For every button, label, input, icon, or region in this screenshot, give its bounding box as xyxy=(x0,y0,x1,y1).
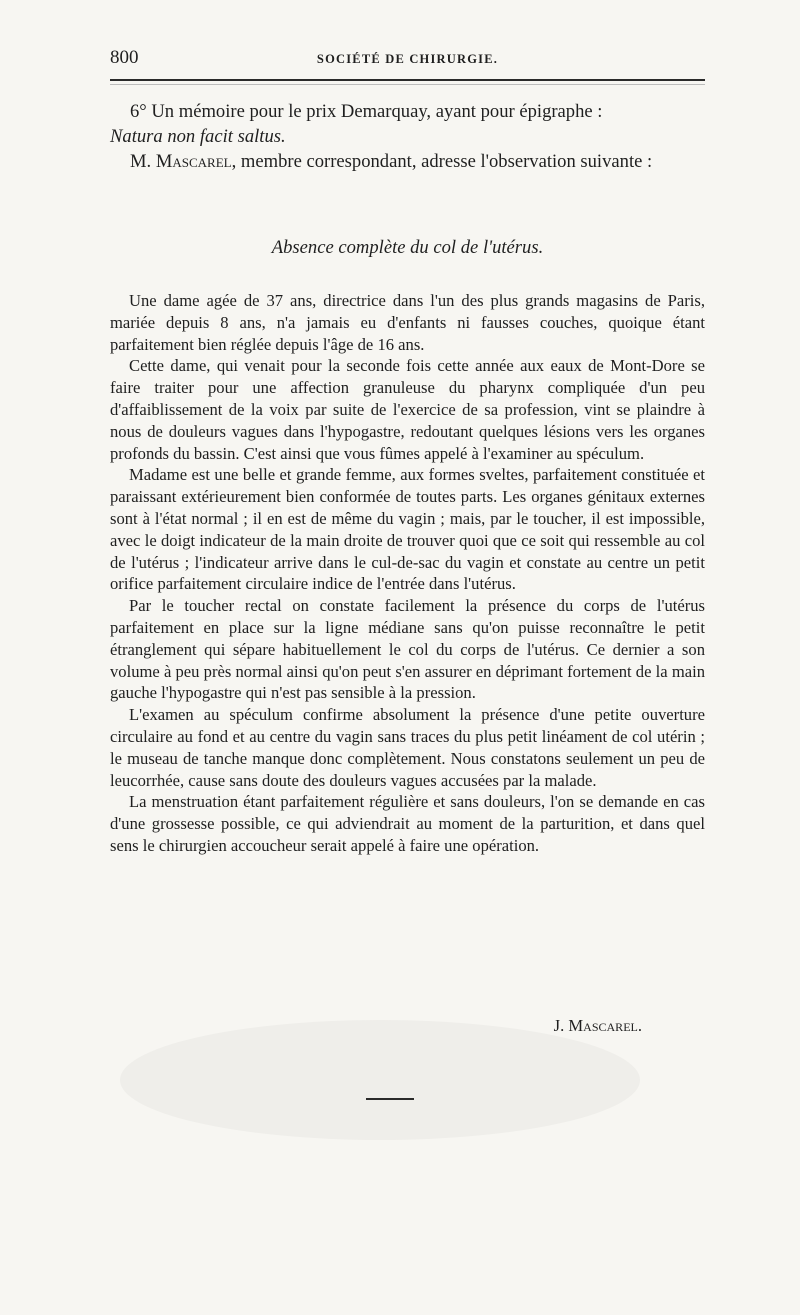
bleed-through-area xyxy=(120,1020,640,1140)
paragraph: Cette dame, qui venait pour la seconde fois cette année aux eaux de Mont-Dore se faire traiter pour une affection granuleuse du pharynx compliquée d'un peu d'affaiblissement de la voix par suite de l'exercice de sa profession, vint se plaindre à nous de douleurs vagues dans l'hypogastre, redoutant quelques lésions vers les organes profonds du bassin. C'est ainsi que vous fûmes appelé à l'examiner au spéculum. xyxy=(110,356,705,463)
paragraph: Madame est une belle et grande femme, aux formes sveltes, parfaitement constituée et paraissant extérieurement bien conformée de toutes parts. Les organes génitaux externes sont à l'état normal ; il en est de même du vagin ; mais, par le toucher, il est impossible, avec le doigt indicateur de la main droite de trouver quoi que ce soit qui ressemble au col de l'utérus ; l'indicateur arrive dans le cul-de-sac du vagin et constate au centre un petit orifice parfaitement circulaire indice de l'entrée dans l'utérus. xyxy=(110,465,705,594)
mention-title: M. xyxy=(130,151,152,172)
prize-item-text: 6° Un mémoire pour le prix Demarquay, ayant pour épigraphe : xyxy=(130,101,603,122)
header-rule-thin xyxy=(110,84,705,85)
running-head xyxy=(110,46,705,72)
mention-text: membre correspondant, adresse l'observation suivante : xyxy=(240,151,653,172)
article-title: Absence complète du col de l'utérus. xyxy=(271,237,544,258)
correspondent-mention xyxy=(110,149,705,174)
signature-name: Mascarel. xyxy=(568,1016,642,1035)
article-body xyxy=(110,290,705,857)
header-rule xyxy=(110,79,705,81)
end-rule xyxy=(366,1098,414,1100)
epigraph: Natura non facit saltus. xyxy=(110,126,286,147)
paragraph: L'examen au spéculum confirme absolument la présence d'une petite ouverture circulaire au fond et au centre du vagin sans traces du plus petit linéament de col utérin ; le museau de tanche manque donc complètement. Nous constatons seulement un peu de leucorrhée, cause sans doute des douleurs vagues accusées par la malade. xyxy=(110,705,705,790)
paragraph: Une dame agée de 37 ans, directrice dans l'un des plus grands magasins de Paris, mariée depuis 8 ans, n'a jamais eu d'enfants ni fausses couches, quoique étant parfaitement bien réglée depuis l'âge de 16 ans. xyxy=(110,291,705,354)
journal-title: SOCIÉTÉ DE CHIRURGIE. xyxy=(316,52,499,66)
paragraph: La menstruation étant parfaitement régulière et sans douleurs, l'on se demande en cas d'une grossesse possible, ce qui adviendrait au moment de la parturition, et dans quel sens le chirurgien accoucheur serait appelé à faire une opération. xyxy=(110,792,705,855)
page-number: 800 xyxy=(110,47,139,68)
signature-initial: J. xyxy=(553,1016,565,1035)
signature xyxy=(110,1015,642,1037)
paragraph: Par le toucher rectal on constate facilement la présence du corps de l'utérus parfaitement en place sur la ligne médiane sans qu'on puisse reconnaître le petit étranglement qui sépare habituellement le col du corps de l'utérus. Ce dernier a son volume à peu près normal ainsi qu'on peut s'en assurer en déprimant fortement de la main gauche l'hypogastre qui n'est pas sensible à la pression. xyxy=(110,596,705,703)
author-name: Mascarel, xyxy=(155,151,237,172)
prize-item xyxy=(110,99,705,149)
intro-section xyxy=(110,99,705,174)
